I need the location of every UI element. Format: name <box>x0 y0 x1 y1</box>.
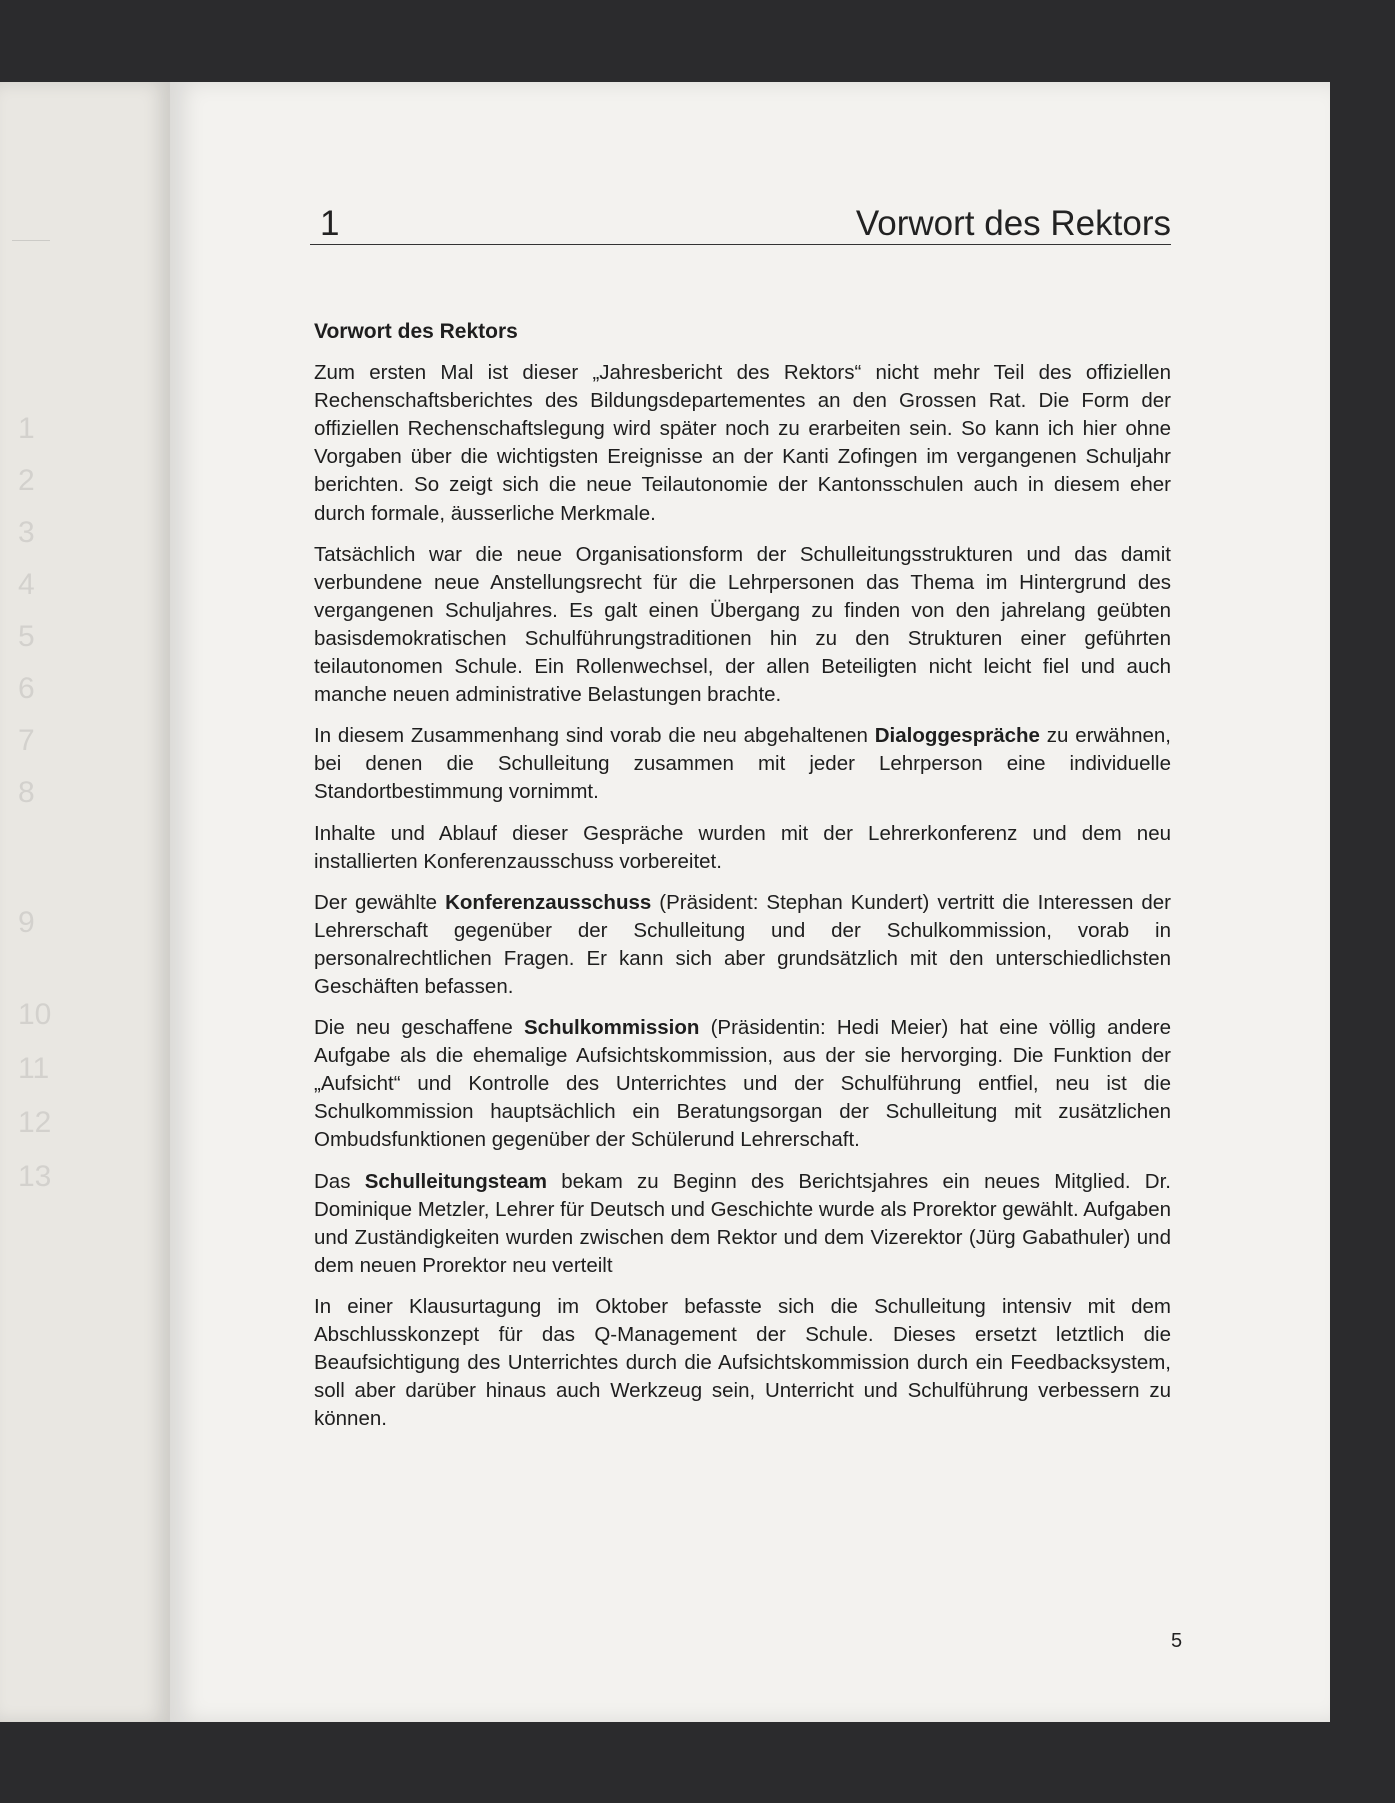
left-page-number: 13 <box>18 1160 52 1193</box>
left-page-number: 2 <box>18 464 35 497</box>
left-page-number: 11 <box>18 1052 50 1085</box>
left-page-number: 3 <box>18 516 35 549</box>
left-page-rule <box>12 240 50 241</box>
left-page-number: 10 <box>18 998 52 1031</box>
paragraph: Zum ersten Mal ist dieser „Jahresbericht des Rektors“ nicht mehr Teil des offiziellen Rechenschaftsberichtes des Bildungsdepartementes an den Grossen Rat. Die Form der offiziellen Rechenschaftslegung wird später noch zu erarbeiten sein. So kann ich hier ohne Vorgaben über die wichtigsten Ereignisse an der Kanti Zofingen im vergangenen Schuljahr berichten. So zeigt sich die neue Teilautonomie der Kantonsschulen auch in diesem eher durch formale, äusserliche Merkmale. <box>314 361 1171 525</box>
left-page-number: 12 <box>18 1106 52 1139</box>
document-page <box>170 82 1330 1722</box>
term-schulkommission: Schulkommission <box>523 1016 700 1040</box>
section-heading: Vorwort des Rektors <box>314 320 518 343</box>
left-page-number: 4 <box>18 568 35 601</box>
paragraph: Die neu geschaffene Schulkommission (Präsidentin: Hedi Meier) hat eine völlig andere Aufgabe als die ehemalige Aufsichtskommission, aus der sie hervorging. Die Funktion der „Aufsicht“ und Kontrolle des Unterrichtes und der Schulführung entfiel, neu ist die Schulkommission hauptsächlich ein Beratungsorgan der Schulleitung mit zusätzlichen Ombudsfunktionen gegenüber der Schülerund Lehrerschaft. <box>314 1016 1171 1152</box>
paragraph: In diesem Zusammenhang sind vorab die neu abgehaltenen Dialoggespräche zu erwähnen, bei denen die Schulleitung zusammen mit jeder Lehrperson eine individuelle Standortbestimmung vornimmt. <box>314 724 1171 804</box>
chapter-number: 1 <box>320 204 340 243</box>
left-page-number: 5 <box>18 620 35 653</box>
page-number: 5 <box>1171 1630 1183 1652</box>
left-page-number: 9 <box>18 906 35 939</box>
term-dialoggespraeche: Dialoggespräche <box>874 724 1040 748</box>
paragraph: Das Schulleitungsteam bekam zu Beginn des Berichtsjahres ein neues Mitglied. Dr. Dominique Metzler, Lehrer für Deutsch und Geschichte wurde als Prorektor gewählt. Aufgaben und Zuständigkeiten wurden zwischen dem Rektor und dem Vizerektor (Jürg Gabathuler) und dem neuen Prorektor neu verteilt <box>314 1169 1171 1277</box>
paragraph: Tatsächlich war die neue Organisationsform der Schulleitungsstrukturen und das damit verbundene neue Anstellungsrecht für die Lehrpersonen das Thema im Hintergrund des vergangenen Schuljahres. Es galt einen Übergang zu finden von den jahrelang geübten basisdemokratischen Schulführungstraditionen hin zu den Strukturen einer geführten teilautonomen Schule. Ein Rollenwechsel, der allen Beteiligten nicht leicht fiel und auch manche neuen administrative Belastungen brachte. <box>314 542 1171 707</box>
left-page-number: 6 <box>18 672 35 705</box>
paragraph: Inhalte und Ablauf dieser Gespräche wurden mit der Lehrerkonferenz und dem neu installierten Konferenzausschuss vorbereitet. <box>314 821 1171 873</box>
left-page-number: 8 <box>18 776 35 809</box>
left-page-number: 1 <box>18 412 35 445</box>
paragraph: In einer Klausurtagung im Oktober befasste sich die Schulleitung intensiv mit dem Abschlusskonzept für das Q-Management der Schule. Dieses ersetzt letztlich die Beaufsichtigung des Unterrichtes durch die Aufsichtskommission durch ein Feedbacksystem, soll aber darüber hinaus auch Werkzeug sein, Unterricht und Schulführung verbessern zu können. <box>314 1294 1171 1431</box>
chapter-title: Vorwort des Rektors <box>855 204 1171 243</box>
left-page-number: 7 <box>18 724 35 757</box>
paragraph: Der gewählte Konferenzausschuss (Präsident: Stephan Kundert) vertritt die Interessen der Lehrerschaft gegenüber der Schulleitung und der Schulkommission, vorab in personalrechtlichen Fragen. Er kann sich aber grundsätzlich mit den unterschiedlichsten Geschäften befassen. <box>314 890 1171 998</box>
term-schulleitungsteam: Schulleitungsteam <box>364 1169 547 1193</box>
document-body <box>314 318 1171 1446</box>
left-page <box>0 82 170 1722</box>
term-konferenzausschuss: Konferenzausschuss <box>445 890 652 914</box>
chapter-header <box>310 202 1171 245</box>
